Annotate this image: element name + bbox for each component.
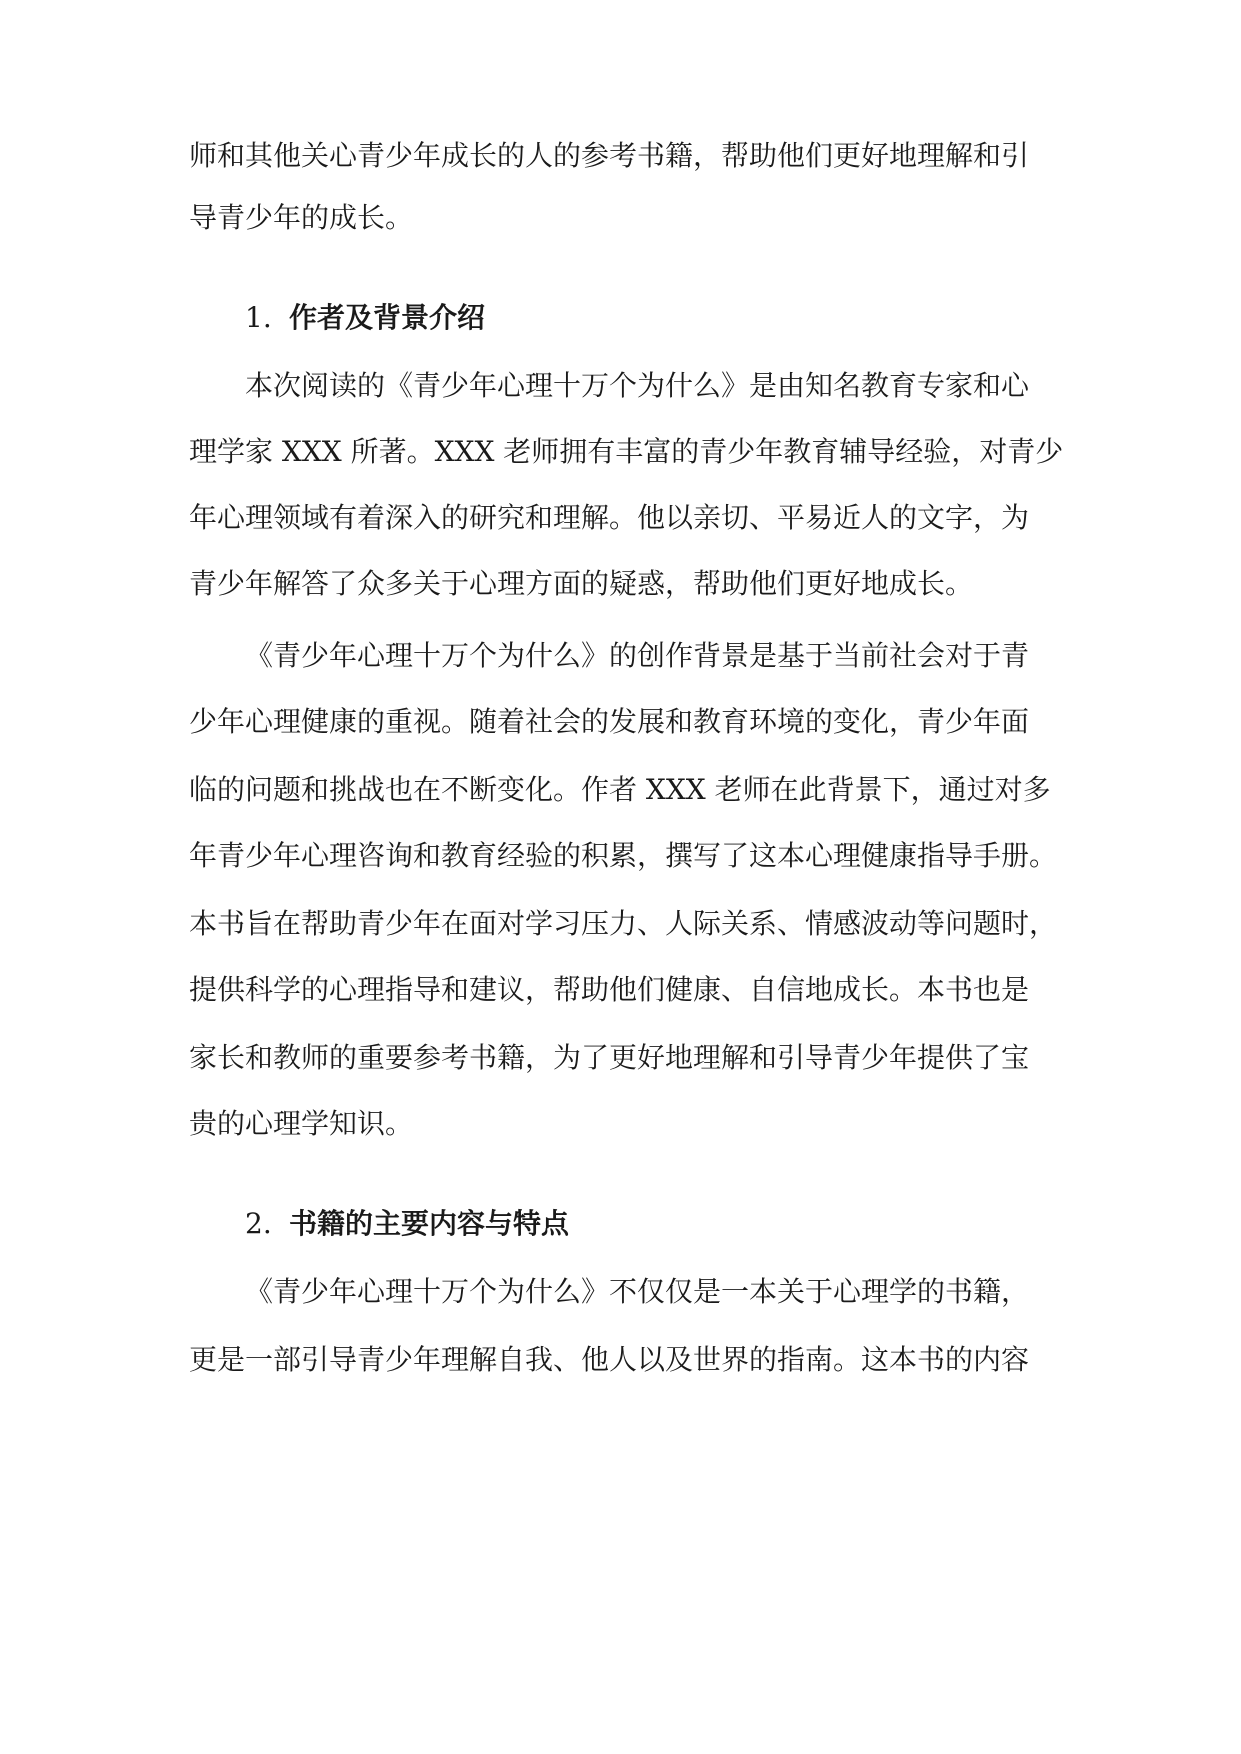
paragraph-line: 本次阅读的《青少年心理十万个为什么》是由知名教育专家和心 bbox=[245, 369, 1030, 402]
paragraph-line: 导青少年的成长。 bbox=[189, 201, 414, 234]
section-number: 2. bbox=[245, 1207, 272, 1240]
paragraph-line: 师和其他关心青少年成长的人的参考书籍，帮助他们更好地理解和引 bbox=[189, 139, 1030, 172]
paragraph-line: 家长和教师的重要参考书籍，为了更好地理解和引导青少年提供了宝 bbox=[189, 1041, 1030, 1074]
paragraph-line: 临的问题和挑战也在不断变化。作者 XXX 老师在此背景下，通过对多 bbox=[189, 773, 1051, 806]
paragraph-line: 理学家 XXX 所著。XXX 老师拥有丰富的青少年教育辅导经验，对青少 bbox=[189, 435, 1064, 468]
section-number: 1. bbox=[245, 301, 272, 334]
paragraph-line: 年青少年心理咨询和教育经验的积累，撰写了这本心理健康指导手册。 bbox=[189, 839, 1058, 872]
paragraph-line: 年心理领域有着深入的研究和理解。他以亲切、平易近人的文字，为 bbox=[189, 501, 1030, 534]
paragraph-line: 《青少年心理十万个为什么》不仅仅是一本关于心理学的书籍， bbox=[245, 1275, 1030, 1308]
paragraph-line: 少年心理健康的重视。随着社会的发展和教育环境的变化，青少年面 bbox=[189, 705, 1030, 738]
section-title: 书籍的主要内容与特点 bbox=[289, 1207, 570, 1240]
section-heading-2 bbox=[245, 1204, 569, 1244]
paragraph-line: 更是一部引导青少年理解自我、他人以及世界的指南。这本书的内容 bbox=[189, 1343, 1030, 1376]
section-heading-1 bbox=[245, 298, 485, 338]
paragraph-line: 青少年解答了众多关于心理方面的疑惑，帮助他们更好地成长。 bbox=[189, 567, 974, 600]
paragraph-line: 《青少年心理十万个为什么》的创作背景是基于当前社会对于青 bbox=[245, 639, 1030, 672]
section-title: 作者及背景介绍 bbox=[289, 301, 486, 334]
paragraph-line: 提供科学的心理指导和建议，帮助他们健康、自信地成长。本书也是 bbox=[189, 973, 1030, 1006]
paragraph-line: 贵的心理学知识。 bbox=[189, 1107, 414, 1140]
paragraph-line: 本书旨在帮助青少年在面对学习压力、人际关系、情感波动等问题时， bbox=[189, 907, 1058, 940]
